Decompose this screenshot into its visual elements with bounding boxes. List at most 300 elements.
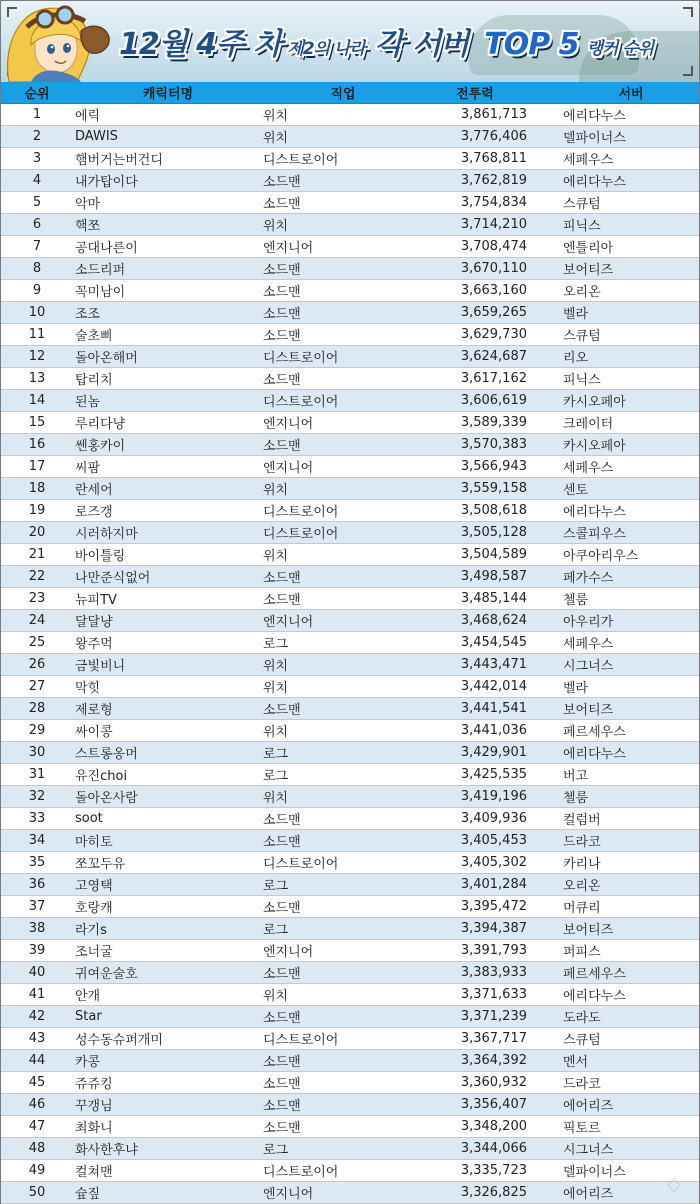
rank-cell: 48 [28,1141,46,1156]
job-cell: 소드맨 [263,373,301,388]
rank-cell: 40 [28,965,46,980]
server-cell: 에리다누스 [563,109,626,124]
power-cell: 3,624,687 [460,349,527,364]
rank-cell: 50 [28,1185,46,1200]
server-cell: 도라도 [563,1011,601,1026]
server-cell: 보어티즈 [563,923,614,938]
job-cell: 소드맨 [263,813,301,828]
table-row [1,610,699,632]
character-name-cell: 핵쪼 [75,219,101,234]
rank-cell: 30 [28,745,46,760]
title-top5: TOP 5 [484,27,579,62]
table-row [1,742,699,764]
rank-cell: 27 [28,679,46,694]
character-name-cell: DAWIS [75,129,118,144]
server-cell: 드라코 [563,1077,601,1092]
rank-cell: 18 [28,481,46,496]
rank-cell: 41 [28,987,46,1002]
power-cell: 3,629,730 [460,327,527,342]
table-row [1,808,699,830]
rank-cell: 14 [28,393,46,408]
rank-cell: 45 [28,1075,46,1090]
server-cell: 퍼피스 [563,945,601,960]
header-character-name: 캐릭터명 [142,87,194,102]
table-row [1,192,699,214]
title-each-server: 각 서버 [374,27,469,62]
table-row [1,720,699,742]
server-cell: 보어티즈 [563,703,614,718]
server-cell: 세페우스 [563,153,614,168]
job-cell: 소드맨 [263,593,301,608]
rank-cell: 22 [28,569,46,584]
power-cell: 3,425,535 [460,767,527,782]
power-cell: 3,356,407 [460,1097,527,1112]
rank-cell: 7 [32,239,42,254]
character-name-cell: 컬쳐맨 [75,1165,113,1180]
character-name-cell: 햄버거는버건디 [75,153,163,168]
server-cell: 스큐텀 [563,329,601,344]
server-cell: 페가수스 [563,571,614,586]
character-name-cell: 싸이콩 [75,725,113,740]
rank-cell: 17 [28,459,46,474]
header-rank: 순위 [24,87,50,102]
table-row [1,918,699,940]
job-cell: 위치 [263,549,289,564]
table-row [1,632,699,654]
table-row [1,698,699,720]
table-row [1,1072,699,1094]
table-row [1,346,699,368]
server-cell: 카시오페아 [563,439,626,454]
character-name-cell: 공대나른이 [75,241,138,256]
rank-cell: 8 [32,261,42,276]
job-cell: 로그 [263,747,289,762]
server-cell: 페르세우스 [563,967,626,982]
power-cell: 3,391,793 [460,943,527,958]
table-row [1,830,699,852]
rank-cell: 20 [28,525,46,540]
job-cell: 소드맨 [263,285,301,300]
power-cell: 3,776,406 [460,129,527,144]
rank-cell: 4 [32,173,42,188]
power-cell: 3,670,110 [460,261,527,276]
character-name-cell: 성수동슈퍼개미 [75,1033,163,1048]
power-cell: 3,401,284 [460,877,527,892]
power-cell: 3,364,392 [460,1053,527,1068]
job-cell: 디스트로이어 [263,1033,339,1048]
rank-cell: 28 [28,701,46,716]
title-main: 12월 4주 차 [119,27,282,62]
character-name-cell: 제로형 [75,703,113,718]
power-cell: 3,371,633 [460,987,527,1002]
rank-cell: 24 [28,613,46,628]
rank-cell: 31 [28,767,46,782]
table-row [1,786,699,808]
character-name-cell: 왕주먹 [75,637,113,652]
job-cell: 엔지니어 [263,615,314,630]
job-cell: 위치 [263,681,289,696]
power-cell: 3,566,943 [460,459,527,474]
server-cell: 스큐텀 [563,197,601,212]
power-cell: 3,589,339 [460,415,527,430]
character-name-cell: 나만준식없어 [75,571,151,586]
table-row [1,1006,699,1028]
server-cell: 에리다누스 [563,747,626,762]
rank-cell: 42 [28,1009,46,1024]
server-cell: 델파이너스 [563,1165,626,1180]
server-cell: 시그너스 [563,659,614,674]
job-cell: 로그 [263,1143,289,1158]
server-cell: 스콜피우스 [563,527,626,542]
server-cell: 카시오페아 [563,395,626,410]
server-cell: 에리다누스 [563,505,626,520]
rank-cell: 34 [28,833,46,848]
rank-cell: 10 [28,305,46,320]
job-cell: 위치 [263,989,289,1004]
header-power: 전투력 [456,87,494,102]
watermark-logo: ◇ [667,1174,681,1195]
job-cell: 엔지니어 [263,1187,314,1202]
job-cell: 위치 [263,791,289,806]
power-cell: 3,505,128 [460,525,527,540]
power-cell: 3,570,383 [460,437,527,452]
job-cell: 엔지니어 [263,461,314,476]
power-cell: 3,663,160 [460,283,527,298]
rank-cell: 1 [32,107,42,122]
character-name-cell: 쪼꼬두유 [75,857,126,872]
table-row [1,962,699,984]
server-cell: 스큐텀 [563,1033,601,1048]
rank-cell: 5 [32,195,42,210]
server-cell: 멘서 [563,1055,589,1070]
job-cell: 소드맨 [263,439,301,454]
title-banner [1,1,699,82]
character-name-cell: 조너굴 [75,945,113,960]
power-cell: 3,405,453 [460,833,527,848]
power-cell: 3,762,819 [460,173,527,188]
server-cell: 엔틀리아 [563,241,614,256]
job-cell: 소드맨 [263,329,301,344]
title-game-name: 제2의 나라 [287,39,365,59]
rank-cell: 2 [32,129,42,144]
table-row [1,588,699,610]
job-cell: 소드맨 [263,1055,301,1070]
character-name-cell: 꼭미남이 [75,285,126,300]
job-cell: 위치 [263,131,289,146]
power-cell: 3,344,066 [460,1141,527,1156]
table-row [1,148,699,170]
server-cell: 페르세우스 [563,725,626,740]
character-name-cell: 고영택 [75,879,113,894]
server-cell: 델파이너스 [563,131,626,146]
job-cell: 디스트로이어 [263,505,339,520]
rank-cell: 39 [28,943,46,958]
banner-title [119,19,653,69]
power-cell: 3,559,158 [460,481,527,496]
character-name-cell: 슢짚 [75,1187,101,1202]
table-row [1,984,699,1006]
job-cell: 로그 [263,637,289,652]
mascot-character-icon [1,1,119,82]
server-cell: 에어리즈 [563,1187,614,1202]
power-cell: 3,383,933 [460,965,527,980]
job-cell: 소드맨 [263,703,301,718]
job-cell: 디스트로이어 [263,857,339,872]
power-cell: 3,714,210 [460,217,527,232]
server-cell: 벨라 [563,307,589,322]
table-row [1,214,699,236]
power-cell: 3,348,200 [460,1119,527,1134]
character-name-cell: 마히토 [75,835,113,850]
job-cell: 디스트로이어 [263,1165,339,1180]
power-cell: 3,442,014 [460,679,527,694]
job-cell: 소드맨 [263,901,301,916]
rank-cell: 37 [28,899,46,914]
table-row [1,676,699,698]
table-row [1,324,699,346]
rank-cell: 9 [32,283,42,298]
job-cell: 디스트로이어 [263,395,339,410]
table-row [1,500,699,522]
server-cell: 오리온 [563,285,601,300]
server-cell: 보어티즈 [563,263,614,278]
rank-cell: 33 [28,811,46,826]
header-job: 직업 [330,87,356,102]
character-name-cell: 루리다냥 [75,417,126,432]
rank-cell: 35 [28,855,46,870]
job-cell: 위치 [263,483,289,498]
server-cell: 벨라 [563,681,589,696]
job-cell: 위치 [263,659,289,674]
power-cell: 3,504,589 [460,547,527,562]
rank-cell: 49 [28,1163,46,1178]
table-row [1,896,699,918]
server-cell: 크레이터 [563,417,614,432]
rank-cell: 46 [28,1097,46,1112]
table-row [1,126,699,148]
table-row [1,412,699,434]
power-cell: 3,441,036 [460,723,527,738]
power-cell: 3,394,387 [460,921,527,936]
character-name-cell: 뉴피TV [75,593,117,608]
job-cell: 소드맨 [263,1011,301,1026]
job-cell: 소드맨 [263,263,301,278]
ranking-table [1,82,699,1204]
power-cell: 3,429,901 [460,745,527,760]
rank-cell: 23 [28,591,46,606]
job-cell: 소드맨 [263,197,301,212]
power-cell: 3,468,624 [460,613,527,628]
table-row [1,280,699,302]
character-name-cell: 금빛비니 [75,659,126,674]
server-cell: 아쿠아리우스 [563,549,639,564]
server-cell: 리오 [563,351,589,366]
rank-cell: 19 [28,503,46,518]
table-row [1,434,699,456]
job-cell: 소드맨 [263,175,301,190]
character-name-cell: 달달냥 [75,615,113,630]
title-ranker: 랭커 순위 [586,39,654,59]
job-cell: 로그 [263,769,289,784]
job-cell: 로그 [263,923,289,938]
rank-cell: 36 [28,877,46,892]
frame-corner-icon [683,66,693,76]
character-name-cell: 막힛 [75,681,101,696]
power-cell: 3,708,474 [460,239,527,254]
server-cell: 에리다누스 [563,175,626,190]
server-cell: 에어리즈 [563,1099,614,1114]
rank-cell: 11 [28,327,46,342]
table-row [1,1138,699,1160]
character-name-cell: 로즈갱 [75,505,113,520]
power-cell: 3,371,239 [460,1009,527,1024]
server-cell: 피닉스 [563,219,601,234]
server-cell: 컬럼버 [563,813,601,828]
rank-cell: 13 [28,371,46,386]
power-cell: 3,659,265 [460,305,527,320]
table-row [1,1050,699,1072]
table-row [1,104,699,126]
job-cell: 소드맨 [263,1121,301,1136]
character-name-cell: soot [75,811,103,826]
table-row [1,1182,699,1204]
server-cell: 드라코 [563,835,601,850]
rank-cell: 38 [28,921,46,936]
power-cell: 3,606,619 [460,393,527,408]
rank-cell: 26 [28,657,46,672]
job-cell: 엔지니어 [263,945,314,960]
server-cell: 첼룸 [563,593,589,608]
power-cell: 3,768,811 [460,151,527,166]
character-name-cell: 씨팜 [75,461,101,476]
character-name-cell: 꾸갱님 [75,1099,113,1114]
character-name-cell: 된놈 [75,395,101,410]
server-cell: 피닉스 [563,373,601,388]
character-name-cell: 술초삐 [75,329,113,344]
character-name-cell: 스트롱옹머 [75,747,138,762]
table-header [1,82,699,104]
server-cell: 카리나 [563,857,601,872]
table-row [1,302,699,324]
table-row [1,456,699,478]
job-cell: 소드맨 [263,571,301,586]
job-cell: 소드맨 [263,967,301,982]
character-name-cell: 탑리치 [75,373,113,388]
rank-cell: 6 [32,217,42,232]
character-name-cell: 최화니 [75,1121,113,1136]
job-cell: 디스트로이어 [263,351,339,366]
character-name-cell: 악마 [75,197,101,212]
rank-cell: 21 [28,547,46,562]
power-cell: 3,360,932 [460,1075,527,1090]
table-row [1,852,699,874]
rank-cell: 29 [28,723,46,738]
power-cell: 3,754,834 [460,195,527,210]
character-name-cell: 돌아온사람 [75,791,138,806]
table-row [1,1094,699,1116]
power-cell: 3,367,717 [460,1031,527,1046]
table-row [1,940,699,962]
character-name-cell: 시러하지마 [75,527,138,542]
table-row [1,764,699,786]
power-cell: 3,617,162 [460,371,527,386]
job-cell: 디스트로이어 [263,153,339,168]
table-row [1,236,699,258]
power-cell: 3,443,471 [460,657,527,672]
character-name-cell: 안개 [75,989,101,1004]
rank-cell: 16 [28,437,46,452]
table-row [1,874,699,896]
character-name-cell: 소드리퍼 [75,263,126,278]
table-row [1,654,699,676]
power-cell: 3,485,144 [460,591,527,606]
table-row [1,258,699,280]
server-cell: 오리온 [563,879,601,894]
power-cell: 3,409,936 [460,811,527,826]
server-cell: 센토 [563,483,589,498]
server-cell: 에리다누스 [563,989,626,1004]
job-cell: 엔지니어 [263,241,314,256]
power-cell: 3,508,618 [460,503,527,518]
rank-cell: 47 [28,1119,46,1134]
character-name-cell: Star [75,1009,102,1024]
job-cell: 로그 [263,879,289,894]
server-cell: 세페우스 [563,637,614,652]
character-name-cell: 쎈홍카이 [75,439,126,454]
table-row [1,544,699,566]
rank-cell: 25 [28,635,46,650]
table-body [1,104,699,1204]
rank-cell: 44 [28,1053,46,1068]
job-cell: 소드맨 [263,1077,301,1092]
power-cell: 3,326,825 [460,1185,527,1200]
rank-cell: 32 [28,789,46,804]
frame-corner-icon [683,7,693,17]
power-cell: 3,405,302 [460,855,527,870]
power-cell: 3,498,587 [460,569,527,584]
rank-cell: 12 [28,349,46,364]
power-cell: 3,395,472 [460,899,527,914]
character-name-cell: 바이틀링 [75,549,126,564]
header-server: 서버 [618,87,644,102]
table-row [1,1160,699,1182]
table-row [1,478,699,500]
server-cell: 버고 [563,769,589,784]
character-name-cell: 란세어 [75,483,113,498]
character-name-cell: 쥬쥬킹 [75,1077,113,1092]
job-cell: 위치 [263,219,289,234]
table-row [1,368,699,390]
character-name-cell: 귀여운술호 [75,967,138,982]
rank-cell: 15 [28,415,46,430]
server-cell: 픽토르 [563,1121,601,1136]
character-name-cell: 조조 [75,307,101,322]
character-name-cell: 에릭 [75,109,101,124]
character-name-cell: 라기s [75,923,107,938]
character-name-cell: 호랑캐 [75,901,113,916]
job-cell: 소드맨 [263,1099,301,1114]
table-row [1,566,699,588]
job-cell: 위치 [263,725,289,740]
job-cell: 디스트로이어 [263,527,339,542]
server-cell: 첼룸 [563,791,589,806]
character-name-cell: 돌아온해머 [75,351,138,366]
server-cell: 머큐리 [563,901,601,916]
server-cell: 아우리가 [563,615,614,630]
table-row [1,1116,699,1138]
table-row [1,170,699,192]
rank-cell: 43 [28,1031,46,1046]
